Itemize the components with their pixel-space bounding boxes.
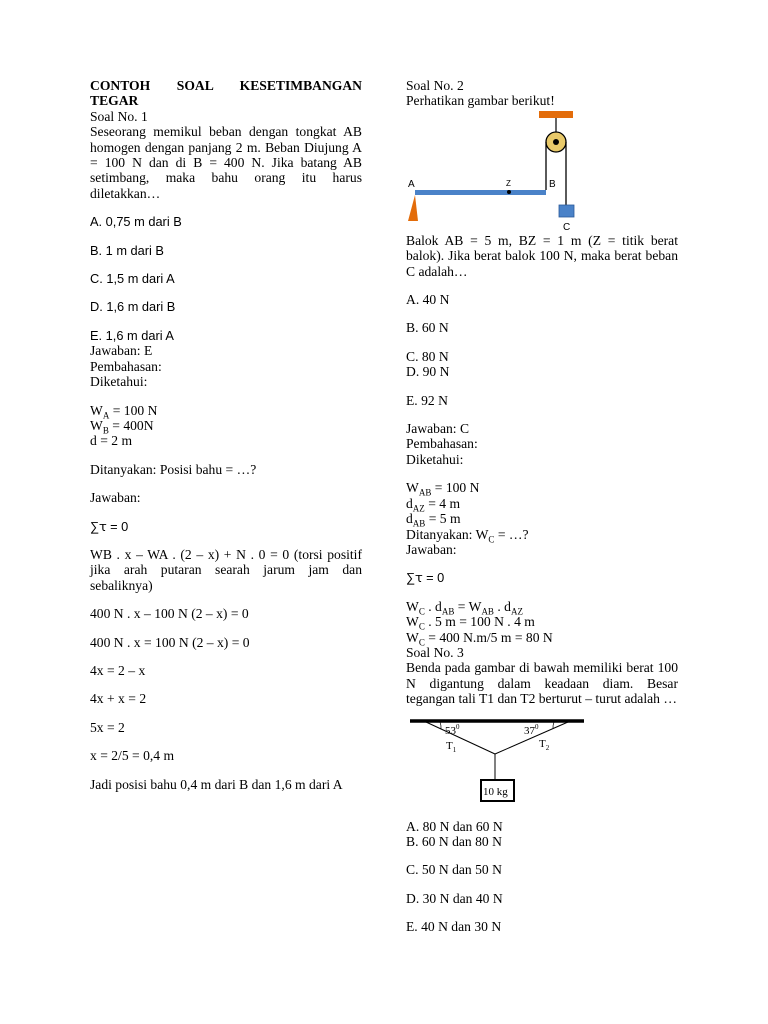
question-2-step-3: $W_C = 400$ N.m/5 m = 80 N [406,629,553,648]
question-2-distance-az: $d_{AZ} = 4$ m [406,495,461,514]
pulley-axle [553,139,559,145]
question-2-distance-ab: $d_{AB} = 5$ m [406,511,461,529]
question-2-step-1: $W_C$ . $d_{AB} = W_{AB}$ . $d_{AZ}$ [406,598,523,617]
question-2-known-label: Diketahui: [406,451,464,467]
question-2-answer: Jawaban: C [406,421,470,437]
question-1-answer: Jawaban: E [90,343,153,359]
question-1-known-label: Diketahui: [90,374,148,390]
question-2-option-a: A. 40 N [406,292,450,308]
question-3-option-c: C. 50 N dan 50 N [406,862,502,878]
question-1-option-e: E. 1,6 m dari A [90,327,174,343]
center-of-mass-point [507,190,511,194]
tension-t2-label: $T_2$ [539,737,550,752]
question-1-equation-6: 5x = 2 [90,719,125,735]
question-1-answer-label: Jawaban: [90,490,141,506]
question-1-equation-4: 4x = 2 – x [90,662,146,678]
mass-label: 10 kg [483,785,508,798]
question-1-discussion-label: Pembahasan: [90,358,162,374]
question-1-equation-3: 400 N . x = 100 N (2 – x) = 0 [90,634,250,650]
question-3-option-d: D. 30 N dan 40 N [406,890,503,906]
lever-pulley-figure [406,109,678,233]
load-c [559,205,574,217]
question-3-option-a: A. 80 N dan 60 N [406,818,503,834]
question-1-equation-5: 4x + x = 2 [90,691,147,707]
question-1-equation-2: 400 N . x – 100 N (2 – x) = 0 [90,606,249,622]
angle-1-label: $53^0$ [445,722,460,737]
tension-t1-label: $T_1$ [446,739,457,754]
label-b: B [549,178,556,190]
question-2-option-d: D. 90 N [406,364,450,380]
question-2-instruction: Perhatikan gambar berikut! [406,93,555,109]
question-2-torque-sum: ∑ꚍ = 0 [406,570,445,586]
question-1-torque-sum: ∑ꚍ = 0 [90,518,129,534]
question-3-option-e: E. 40 N dan 30 N [406,919,502,935]
question-1-length: d = 2 m [90,433,133,449]
angle-2-label: $37^0$ [524,722,539,737]
question-2-discussion-label: Pembahasan: [406,436,478,452]
question-2-step-2: $W_C$ . 5 m = 100 N . 4 m [406,614,535,632]
question-1-option-c: C. 1,5 m dari A [90,271,175,287]
question-1-equation-1: WB . x – WA . (2 – x) + N . 0 = 0 (torsi positif jika arah putaran searah jarum jam dan sebaliknya) [90,546,362,593]
question-3-text: Benda pada gambar di bawah memiliki berat 100 N digantung dalam keadaan diam. Besar tegangan tali T1 dan T2 berturut – turut adalah … [406,660,678,707]
question-1-option-d: D. 1,6 m dari B [90,299,176,315]
question-1-option-b: B. 1 m dari B [90,242,164,258]
question-2-option-e: E. 92 N [406,392,448,408]
question-1-equation-7: x = 2/5 = 0,4 m [90,748,175,764]
pivot-support [408,195,418,221]
question-1-option-a: A. 0,75 m dari B [90,214,182,230]
beam-ab [415,190,546,195]
question-2-asked: Ditanyakan: $W_C$ = …? [406,526,529,545]
question-1-weight-b: $W_B = 400N$ [90,417,154,436]
question-1-text: Seseorang memikul beban dengan tongkat AB homogen dengan panjang 2 m. Beban Diujung A = 100 N dan di B = 400 N. Jika batang AB setimbang, maka bahu orang itu harus diletakkan… [90,124,362,201]
question-3-number: Soal No. 3 [406,644,464,660]
question-2-text: Balok AB = 5 m, BZ = 1 m (Z = titik berat balok). Jika berat balok 100 N, maka berat beban C adalah… [406,232,678,279]
label-z: Z [506,178,511,188]
question-1-asked: Ditanyakan: Posisi bahu = …? [90,461,257,477]
question-2-option-b: B. 60 N [406,320,449,336]
string-t1 [426,722,495,754]
label-a: A [408,178,415,190]
tension-figure [406,707,678,819]
label-c: C [563,221,571,233]
angle-arc-left [440,722,441,729]
question-1-number: Soal No. 1 [90,108,148,124]
question-1-conclusion: Jadi posisi bahu 0,4 m dari B dan 1,6 m dari A [90,776,343,792]
question-2-answer-label: Jawaban: [406,541,457,557]
question-2-option-c: C. 80 N [406,348,449,364]
question-3-option-b: B. 60 N dan 80 N [406,833,502,849]
question-2-weight-ab: $W_{AB} = 100$ N [406,480,480,498]
left-column [90,78,362,792]
right-column [406,78,678,935]
question-1-weight-a: $W_A = 100$ N [90,402,158,421]
ceiling-bar [539,111,573,118]
document-title: CONTOH SOAL KESETIMBANGAN TEGAR [90,78,362,109]
question-2-number: Soal No. 2 [406,78,464,93]
